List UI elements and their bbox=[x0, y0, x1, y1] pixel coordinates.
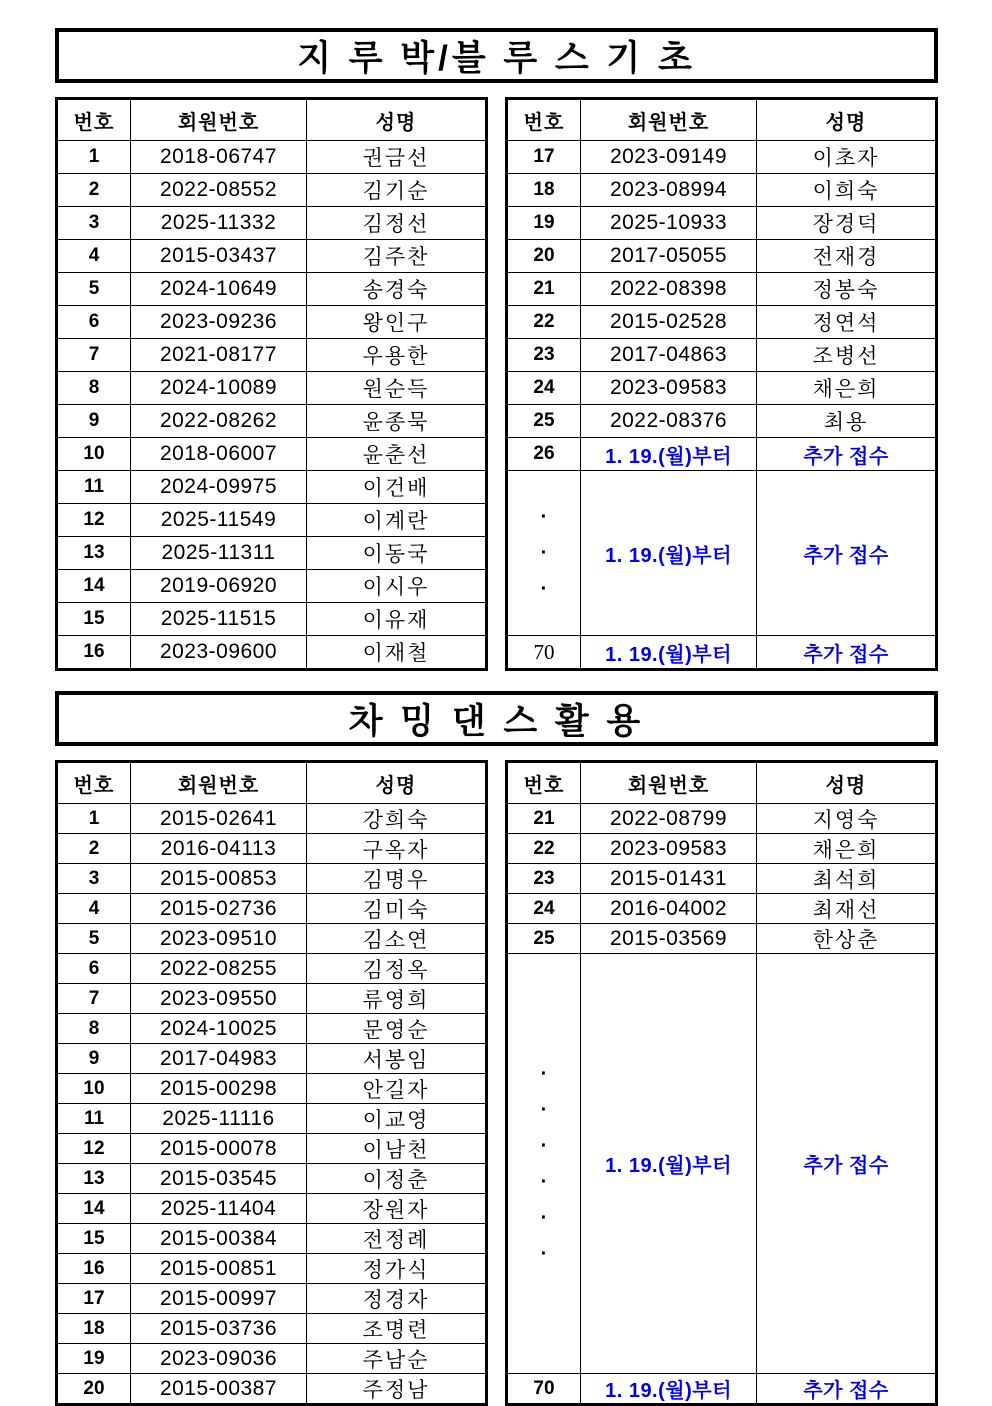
row-member-id: 2015-03545 bbox=[131, 1164, 307, 1193]
dot-glyph: · bbox=[540, 1206, 548, 1229]
row-member-id: 2015-03569 bbox=[581, 924, 757, 953]
table-row bbox=[508, 833, 935, 863]
row-member-id: 2015-01431 bbox=[581, 864, 757, 893]
row-name: 안길자 bbox=[362, 1078, 430, 1102]
table-body bbox=[508, 140, 935, 668]
header-name: 성명 bbox=[375, 774, 417, 797]
row-member-id: 2015-02641 bbox=[131, 804, 307, 833]
row-name: 한상춘 bbox=[812, 928, 880, 952]
row-number: 20 bbox=[58, 1374, 131, 1403]
row-name: 구옥자 bbox=[362, 838, 430, 862]
row-number: 23 bbox=[508, 339, 581, 371]
row-number: 8 bbox=[58, 1014, 131, 1043]
table-row bbox=[58, 173, 485, 206]
table-row bbox=[58, 953, 485, 983]
row-member-id: 2022-08552 bbox=[131, 174, 307, 206]
row-member-id: 2017-04983 bbox=[131, 1044, 307, 1073]
row-member-id: 2015-03437 bbox=[131, 240, 307, 272]
row-number: 14 bbox=[58, 1194, 131, 1223]
row-name: 최석희 bbox=[812, 868, 880, 892]
section-title: 지 루 박/블 루 스 기 초 bbox=[297, 38, 696, 78]
row-name: 채은희 bbox=[812, 378, 880, 401]
row-member-id: 2021-08177 bbox=[131, 339, 307, 371]
row-name: 지영숙 bbox=[812, 808, 880, 832]
table-row bbox=[508, 923, 935, 953]
row-number: 4 bbox=[58, 240, 131, 272]
row-number: 9 bbox=[58, 1044, 131, 1073]
table-row bbox=[58, 569, 485, 602]
header-number: 번호 bbox=[508, 763, 581, 803]
table-row bbox=[508, 140, 935, 173]
table-row bbox=[58, 1013, 485, 1043]
row-name: 윤춘선 bbox=[362, 444, 430, 467]
row-member-id: 2022-08255 bbox=[131, 954, 307, 983]
row-number: 24 bbox=[508, 372, 581, 404]
table-row bbox=[58, 1193, 485, 1223]
row-member-id: 2015-00853 bbox=[131, 864, 307, 893]
row-name: 전정례 bbox=[362, 1228, 430, 1252]
member-table-right bbox=[505, 760, 938, 1406]
table-row bbox=[58, 338, 485, 371]
row-member-id: 2015-00387 bbox=[131, 1374, 307, 1403]
row-name: 추가 접수 bbox=[803, 1380, 889, 1402]
row-number: 1 bbox=[58, 141, 131, 173]
row-name: 이희숙 bbox=[812, 180, 880, 203]
table-row bbox=[508, 206, 935, 239]
table-row bbox=[58, 470, 485, 503]
row-number: 5 bbox=[58, 273, 131, 305]
row-member-id: 2019-06920 bbox=[131, 570, 307, 602]
table-row bbox=[58, 239, 485, 272]
header-member-id: 회원번호 bbox=[131, 763, 307, 803]
row-number: 15 bbox=[58, 603, 131, 635]
table-row bbox=[508, 1373, 935, 1403]
row-member-id: 2022-08398 bbox=[581, 273, 757, 305]
table-row bbox=[508, 239, 935, 272]
row-number: 16 bbox=[58, 636, 131, 668]
row-number: 6 bbox=[58, 306, 131, 338]
row-number: 22 bbox=[508, 306, 581, 338]
table-header-row bbox=[58, 763, 485, 803]
row-name: 정가식 bbox=[362, 1258, 430, 1282]
row-member-id: 2016-04002 bbox=[581, 894, 757, 923]
table-row bbox=[508, 305, 935, 338]
row-name: 조명련 bbox=[362, 1318, 430, 1342]
table-row bbox=[58, 1073, 485, 1103]
row-member-id: 2024-09975 bbox=[131, 471, 307, 503]
row-member-id: 1. 19.(월)부터 bbox=[581, 1374, 757, 1403]
table-row bbox=[508, 635, 935, 668]
table-row bbox=[58, 206, 485, 239]
row-number: 8 bbox=[58, 372, 131, 404]
row-name: 김소연 bbox=[362, 928, 430, 952]
table-row bbox=[58, 893, 485, 923]
row-number: 25 bbox=[508, 924, 581, 953]
row-member-id: 1. 19.(월)부터 bbox=[581, 954, 757, 1373]
row-number: 14 bbox=[58, 570, 131, 602]
table-row bbox=[508, 953, 935, 1373]
header-number: 번호 bbox=[58, 100, 131, 140]
row-member-id: 2015-00997 bbox=[131, 1284, 307, 1313]
table-row bbox=[58, 635, 485, 668]
table-row bbox=[58, 1373, 485, 1403]
table-row bbox=[508, 404, 935, 437]
row-name: 이계란 bbox=[362, 510, 430, 533]
table-row bbox=[58, 503, 485, 536]
table-body bbox=[58, 803, 485, 1403]
row-member-id: 2022-08799 bbox=[581, 804, 757, 833]
row-number: 3 bbox=[58, 864, 131, 893]
row-ellipsis-dots bbox=[508, 954, 581, 1373]
row-name: 이교영 bbox=[362, 1108, 430, 1132]
row-name: 최용 bbox=[823, 411, 869, 434]
row-number: 11 bbox=[58, 1104, 131, 1133]
table-row bbox=[58, 1283, 485, 1313]
row-member-id: 2023-09236 bbox=[131, 306, 307, 338]
row-name: 원순득 bbox=[362, 378, 430, 401]
row-member-id: 2024-10649 bbox=[131, 273, 307, 305]
row-number: 11 bbox=[58, 471, 131, 503]
row-member-id: 1. 19.(월)부터 bbox=[581, 636, 757, 668]
row-name: 우용한 bbox=[362, 345, 430, 368]
row-member-id: 1. 19.(월)부터 bbox=[581, 438, 757, 470]
table-row bbox=[58, 983, 485, 1013]
header-member-id: 회원번호 bbox=[581, 100, 757, 140]
row-number: 7 bbox=[58, 339, 131, 371]
header-member-id: 회원번호 bbox=[581, 763, 757, 803]
row-number: 3 bbox=[58, 207, 131, 239]
member-table-left bbox=[55, 97, 488, 671]
table-row bbox=[58, 803, 485, 833]
row-number: 17 bbox=[58, 1284, 131, 1313]
row-member-id: 2023-09583 bbox=[581, 372, 757, 404]
row-number: 24 bbox=[508, 894, 581, 923]
header-name: 성명 bbox=[375, 111, 417, 134]
row-number: 12 bbox=[58, 504, 131, 536]
row-number: 17 bbox=[508, 141, 581, 173]
table-row bbox=[508, 893, 935, 923]
row-member-id: 2015-00851 bbox=[131, 1254, 307, 1283]
row-name: 주남순 bbox=[362, 1348, 430, 1372]
section-title-box bbox=[55, 28, 938, 83]
row-member-id: 2015-00384 bbox=[131, 1224, 307, 1253]
row-member-id: 2018-06747 bbox=[131, 141, 307, 173]
row-member-id: 2022-08262 bbox=[131, 405, 307, 437]
row-number: 19 bbox=[58, 1344, 131, 1373]
row-name: 이동국 bbox=[362, 543, 430, 566]
row-name: 김명우 bbox=[362, 868, 430, 892]
header-name: 성명 bbox=[825, 111, 867, 134]
section-charming-dance bbox=[55, 691, 938, 1406]
row-name: 문영순 bbox=[362, 1018, 430, 1042]
member-table-right bbox=[505, 97, 938, 671]
row-number: 21 bbox=[508, 804, 581, 833]
row-name: 이시우 bbox=[362, 576, 430, 599]
row-member-id: 2025-11549 bbox=[131, 504, 307, 536]
row-name: 이재철 bbox=[362, 642, 430, 665]
section-jitterbug-blues bbox=[55, 28, 938, 671]
dot-glyph: · bbox=[540, 1098, 548, 1121]
row-name: 추가 접수 bbox=[803, 445, 889, 468]
row-name: 장경덕 bbox=[812, 213, 880, 236]
row-name: 류영희 bbox=[362, 988, 430, 1012]
row-name: 추가 접수 bbox=[803, 1155, 889, 1177]
table-body bbox=[508, 803, 935, 1403]
row-number: 23 bbox=[508, 864, 581, 893]
row-member-id: 2018-06007 bbox=[131, 438, 307, 470]
row-number: 7 bbox=[58, 984, 131, 1013]
row-number: 1 bbox=[58, 804, 131, 833]
row-member-id: 2023-09600 bbox=[131, 636, 307, 668]
row-number: 21 bbox=[508, 273, 581, 305]
row-member-id: 2023-09583 bbox=[581, 834, 757, 863]
dot-glyph: · bbox=[540, 542, 548, 564]
dot-glyph: · bbox=[540, 1170, 548, 1193]
table-row bbox=[58, 833, 485, 863]
row-name: 송경숙 bbox=[362, 279, 430, 302]
row-number: 13 bbox=[58, 537, 131, 569]
row-name: 추가 접수 bbox=[803, 544, 889, 567]
row-name: 서봉임 bbox=[362, 1048, 430, 1072]
row-number: 16 bbox=[58, 1254, 131, 1283]
table-row bbox=[508, 470, 935, 635]
table-row bbox=[508, 371, 935, 404]
row-member-id: 2017-05055 bbox=[581, 240, 757, 272]
table-row bbox=[508, 437, 935, 470]
table-row bbox=[58, 371, 485, 404]
table-row bbox=[58, 602, 485, 635]
row-name: 주정남 bbox=[362, 1378, 430, 1402]
member-table-left bbox=[55, 760, 488, 1406]
row-member-id: 2015-02736 bbox=[131, 894, 307, 923]
row-member-id: 2024-10089 bbox=[131, 372, 307, 404]
table-row bbox=[58, 1043, 485, 1073]
row-member-id: 2015-02528 bbox=[581, 306, 757, 338]
row-name: 이유재 bbox=[362, 609, 430, 632]
row-name: 전재경 bbox=[812, 246, 880, 269]
row-number: 70 bbox=[508, 1374, 581, 1403]
row-member-id: 2022-08376 bbox=[581, 405, 757, 437]
row-number: 2 bbox=[58, 174, 131, 206]
row-number: 18 bbox=[58, 1314, 131, 1343]
row-member-id: 2023-09036 bbox=[131, 1344, 307, 1373]
row-member-id: 2023-09510 bbox=[131, 924, 307, 953]
row-name: 권금선 bbox=[362, 147, 430, 170]
table-row bbox=[58, 1313, 485, 1343]
dot-glyph: · bbox=[540, 1242, 548, 1265]
table-body bbox=[58, 140, 485, 668]
row-member-id: 2017-04863 bbox=[581, 339, 757, 371]
row-name: 이정춘 bbox=[362, 1168, 430, 1192]
row-name: 추가 접수 bbox=[803, 643, 889, 666]
section-tables bbox=[55, 760, 938, 1406]
row-number: 25 bbox=[508, 405, 581, 437]
row-name: 김주찬 bbox=[362, 246, 430, 269]
section-title-box bbox=[55, 691, 938, 746]
row-name: 장원자 bbox=[362, 1198, 430, 1222]
dot-glyph: · bbox=[540, 506, 548, 528]
row-name: 정경자 bbox=[362, 1288, 430, 1312]
table-row bbox=[58, 404, 485, 437]
header-name: 성명 bbox=[825, 774, 867, 797]
row-number: 12 bbox=[58, 1134, 131, 1163]
row-member-id: 2025-10933 bbox=[581, 207, 757, 239]
header-number: 번호 bbox=[58, 763, 131, 803]
header-member-id: 회원번호 bbox=[131, 100, 307, 140]
table-header-row bbox=[58, 100, 485, 140]
row-number: 5 bbox=[58, 924, 131, 953]
table-row bbox=[58, 272, 485, 305]
row-member-id: 2023-09149 bbox=[581, 141, 757, 173]
table-row bbox=[508, 272, 935, 305]
table-row bbox=[58, 1103, 485, 1133]
dot-glyph: · bbox=[540, 578, 548, 600]
row-number: 13 bbox=[58, 1164, 131, 1193]
table-header-row bbox=[508, 763, 935, 803]
table-row bbox=[508, 173, 935, 206]
row-number: 6 bbox=[58, 954, 131, 983]
row-number: 20 bbox=[508, 240, 581, 272]
table-row bbox=[58, 140, 485, 173]
row-number: 19 bbox=[508, 207, 581, 239]
row-name: 김정선 bbox=[362, 213, 430, 236]
header-number: 번호 bbox=[508, 100, 581, 140]
row-name: 윤종묵 bbox=[362, 411, 430, 434]
dot-glyph: · bbox=[540, 1062, 548, 1085]
row-member-id: 1. 19.(월)부터 bbox=[581, 471, 757, 635]
table-row bbox=[58, 863, 485, 893]
row-name: 조병선 bbox=[812, 345, 880, 368]
table-header-row bbox=[508, 100, 935, 140]
row-member-id: 2015-00078 bbox=[131, 1134, 307, 1163]
table-row bbox=[58, 1133, 485, 1163]
row-name: 정연석 bbox=[812, 312, 880, 335]
row-member-id: 2025-11332 bbox=[131, 207, 307, 239]
row-number: 4 bbox=[58, 894, 131, 923]
table-row bbox=[508, 338, 935, 371]
row-number: 22 bbox=[508, 834, 581, 863]
row-ellipsis-dots bbox=[508, 471, 581, 635]
table-row bbox=[58, 536, 485, 569]
row-member-id: 2025-11116 bbox=[131, 1104, 307, 1133]
row-member-id: 2023-09550 bbox=[131, 984, 307, 1013]
table-row bbox=[58, 1253, 485, 1283]
table-row bbox=[58, 305, 485, 338]
row-member-id: 2015-00298 bbox=[131, 1074, 307, 1103]
table-row bbox=[58, 437, 485, 470]
row-member-id: 2016-04113 bbox=[131, 834, 307, 863]
row-member-id: 2015-03736 bbox=[131, 1314, 307, 1343]
table-row bbox=[508, 863, 935, 893]
section-tables bbox=[55, 97, 938, 671]
row-member-id: 2025-11515 bbox=[131, 603, 307, 635]
row-name: 김기순 bbox=[362, 180, 430, 203]
row-name: 강희숙 bbox=[362, 808, 430, 832]
row-number: 70 bbox=[508, 636, 581, 668]
row-name: 채은희 bbox=[812, 838, 880, 862]
table-row bbox=[58, 1223, 485, 1253]
dot-glyph: · bbox=[540, 1134, 548, 1157]
row-number: 10 bbox=[58, 1074, 131, 1103]
row-number: 10 bbox=[58, 438, 131, 470]
row-name: 김미숙 bbox=[362, 898, 430, 922]
row-member-id: 2023-08994 bbox=[581, 174, 757, 206]
row-name: 정봉숙 bbox=[812, 279, 880, 302]
row-member-id: 2024-10025 bbox=[131, 1014, 307, 1043]
row-number: 18 bbox=[508, 174, 581, 206]
row-name: 최재선 bbox=[812, 898, 880, 922]
row-member-id: 2025-11311 bbox=[131, 537, 307, 569]
row-number: 26 bbox=[508, 438, 581, 470]
table-row bbox=[58, 1163, 485, 1193]
row-number: 9 bbox=[58, 405, 131, 437]
table-row bbox=[508, 803, 935, 833]
row-number: 15 bbox=[58, 1224, 131, 1253]
table-row bbox=[58, 1343, 485, 1373]
row-member-id: 2025-11404 bbox=[131, 1194, 307, 1223]
row-name: 김정옥 bbox=[362, 958, 430, 982]
row-number: 2 bbox=[58, 834, 131, 863]
section-title: 차 밍 댄 스 활 용 bbox=[348, 701, 645, 741]
row-name: 이남천 bbox=[362, 1138, 430, 1162]
row-name: 이건배 bbox=[362, 477, 430, 500]
row-name: 왕인구 bbox=[362, 312, 430, 335]
row-name: 이초자 bbox=[812, 147, 880, 170]
table-row bbox=[58, 923, 485, 953]
